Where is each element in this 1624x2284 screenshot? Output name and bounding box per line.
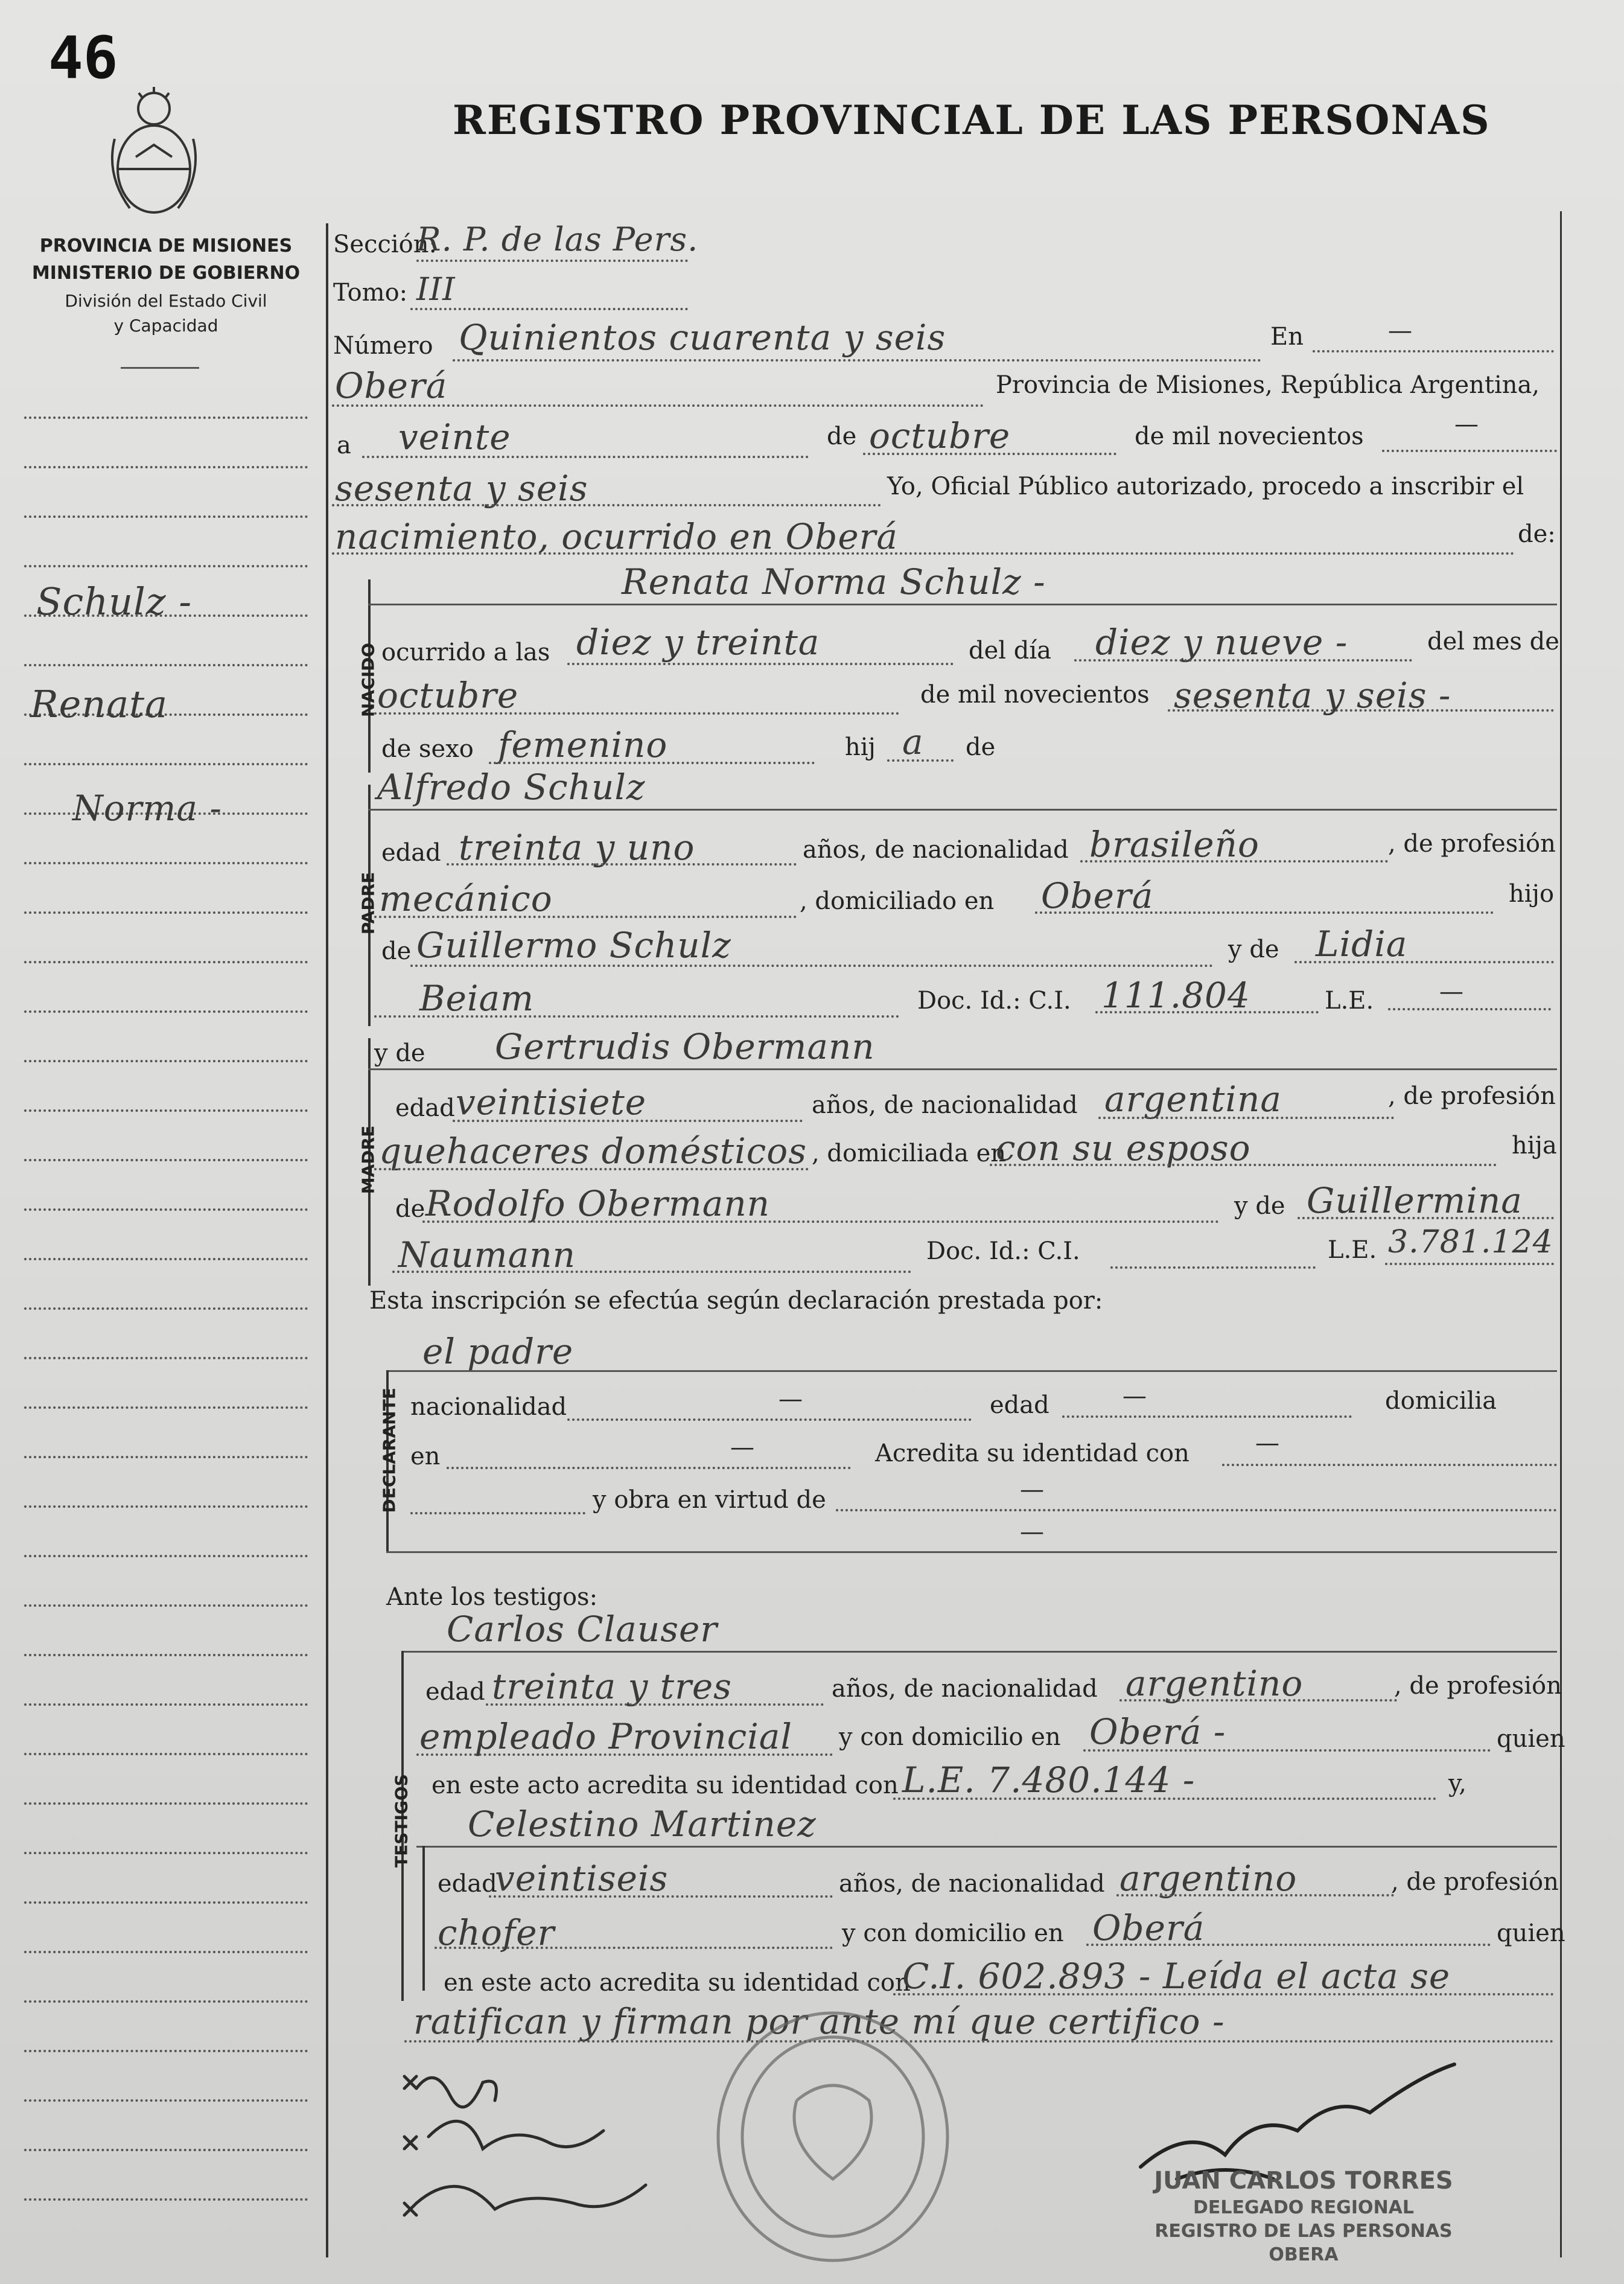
testigo2-doc: C.I. 602.893 - Leída el acta se bbox=[902, 1956, 1451, 1997]
declarante-obra-pre-line bbox=[410, 1512, 585, 1514]
padre-edad-value: treinta y uno bbox=[459, 827, 695, 868]
testigo2-bracket bbox=[422, 1846, 425, 1991]
padre-doc-label: Doc. Id.: C.I. bbox=[917, 987, 1071, 1015]
padre-dom-value: Oberá bbox=[1041, 875, 1154, 916]
del-dia-label: del día bbox=[969, 637, 1052, 665]
madre-prof-label: , de profesión bbox=[1388, 1082, 1556, 1110]
tomo-value: III bbox=[416, 272, 456, 308]
declarante-edad-label: edad bbox=[990, 1391, 1049, 1419]
testigo2-doc-line bbox=[893, 1993, 1554, 1995]
province-text: Provincia de Misiones, República Argentina, bbox=[996, 371, 1540, 399]
testigo1-doc: L.E. 7.480.144 - bbox=[902, 1759, 1196, 1801]
left-header-division: División del Estado Civil bbox=[65, 291, 267, 311]
de-label: de bbox=[827, 423, 857, 450]
padre-le-value: — bbox=[1439, 978, 1463, 1006]
ocurrido-label: ocurrido a las bbox=[381, 639, 550, 666]
madre-dom-value: con su esposo bbox=[996, 1128, 1251, 1169]
madre-doc-label: Doc. Id.: C.I. bbox=[926, 1237, 1080, 1265]
declarante-top-line bbox=[386, 1370, 1557, 1372]
nacido-time-line bbox=[567, 663, 954, 665]
margin-ruled-line bbox=[24, 1654, 308, 1656]
nacido-name-value: Renata Norma Schulz - bbox=[622, 561, 1046, 602]
official-round-seal bbox=[706, 2004, 960, 2270]
place-line bbox=[332, 404, 984, 407]
madre-nac-line bbox=[1098, 1117, 1394, 1119]
declaracion-intro: Esta inscripción se efectúa según declaración prestada por: bbox=[369, 1287, 1103, 1315]
nacido-year-value: sesenta y seis - bbox=[1174, 675, 1451, 716]
padre-mother-surname: Beiam bbox=[419, 978, 535, 1019]
declarante-acredita-label: Acredita su identidad con bbox=[875, 1440, 1189, 1467]
margin-ruled-line bbox=[24, 1802, 308, 1805]
padre-prof-value: mecánico bbox=[379, 878, 553, 919]
testigo1-nac-line bbox=[1119, 1699, 1397, 1702]
margin-ruled-line bbox=[24, 1208, 308, 1211]
testigo1-prof: empleado Provincial bbox=[419, 1716, 792, 1757]
stamp-title: DELEGADO REGIONAL bbox=[1193, 2197, 1415, 2218]
madre-dom-label: , domiciliada en bbox=[812, 1140, 1007, 1167]
nacido-month-value: octubre bbox=[377, 675, 519, 716]
margin-ruled-line bbox=[24, 1258, 308, 1260]
margin-ruled-line bbox=[24, 2050, 308, 2052]
tomo-label: Tomo: bbox=[333, 279, 408, 307]
left-header-underline bbox=[121, 367, 199, 369]
declarante-acredita-line bbox=[1222, 1464, 1557, 1466]
left-header-province: PROVINCIA DE MISIONES bbox=[39, 235, 293, 257]
margin-ruled-line bbox=[24, 1753, 308, 1755]
margin-ruled-line bbox=[24, 1456, 308, 1458]
declarante-acredita-dash: — bbox=[1255, 1429, 1279, 1457]
coat-of-arms-emblem bbox=[103, 85, 205, 223]
closing-statement: ratifican y firman por ante mí que certifico - bbox=[413, 2001, 1225, 2042]
declarante-bottom-line bbox=[386, 1551, 1557, 1553]
padre-name-value: Alfredo Schulz bbox=[377, 767, 646, 808]
margin-ruled-line bbox=[24, 961, 308, 963]
testigo1-name: Carlos Clauser bbox=[447, 1609, 718, 1650]
margin-ruled-line bbox=[24, 1604, 308, 1607]
margin-first-name: Renata bbox=[30, 682, 168, 726]
margin-ruled-line bbox=[24, 515, 308, 518]
margin-ruled-line bbox=[24, 2149, 308, 2151]
padre-edad-line bbox=[447, 863, 797, 866]
testigo2-prof: chofer bbox=[438, 1912, 555, 1953]
margin-ruled-line bbox=[24, 416, 308, 419]
declarante-obra-label: y obra en virtud de bbox=[593, 1486, 826, 1514]
nacido-name-line bbox=[368, 604, 1557, 605]
margin-ruled-line bbox=[24, 1703, 308, 1706]
padre-father-line bbox=[410, 965, 1213, 967]
declarante-nac-line bbox=[567, 1418, 972, 1421]
padre-father-value: Guillermo Schulz bbox=[416, 925, 731, 966]
en-value: — bbox=[1388, 317, 1412, 345]
stamp-city: OBERA bbox=[1269, 2244, 1339, 2265]
numero-line bbox=[453, 359, 1261, 362]
padre-le-label: L.E. bbox=[1325, 987, 1374, 1015]
month-line bbox=[863, 453, 1116, 455]
madre-le-value: 3.781.124 bbox=[1388, 1224, 1553, 1260]
margin-ruled-line bbox=[24, 565, 308, 567]
margin-ruled-line bbox=[24, 1951, 308, 1953]
declarante-nac-label: nacionalidad bbox=[410, 1393, 567, 1421]
testigo1-doc-line bbox=[893, 1798, 1436, 1800]
sexo-value: femenino bbox=[498, 724, 668, 765]
seccion-label: Sección: bbox=[333, 231, 437, 258]
margin-ruled-line bbox=[24, 911, 308, 914]
main-left-border bbox=[326, 223, 328, 2257]
margin-ruled-line bbox=[24, 1357, 308, 1359]
left-header-ministry: MINISTERIO DE GOBIERNO bbox=[31, 263, 301, 284]
testigo1-y-label: y, bbox=[1448, 1770, 1466, 1798]
padre-edad-label: edad bbox=[381, 839, 441, 867]
testigos-section-label: TESTIGOS bbox=[391, 1774, 412, 1868]
madre-yde-label: y de bbox=[374, 1039, 425, 1067]
testigo1-acredita-label: en este acto acredita su identidad con bbox=[431, 1772, 899, 1799]
madre-doc-line bbox=[1110, 1266, 1316, 1269]
testigo1-nac: argentino bbox=[1126, 1663, 1304, 1704]
del-mes-label: del mes de bbox=[1427, 628, 1559, 656]
testigo1-edad-label: edad bbox=[425, 1678, 485, 1706]
madre-mother-surname: Naumann bbox=[398, 1234, 576, 1275]
testigo2-nac: argentino bbox=[1119, 1858, 1298, 1899]
margin-ruled-line bbox=[24, 664, 308, 666]
nacido-year-line bbox=[1168, 709, 1554, 712]
numero-label: Número bbox=[333, 332, 433, 360]
madre-dom-line bbox=[990, 1164, 1497, 1166]
declarante-nac-dash: — bbox=[779, 1385, 803, 1413]
declarante-value: el padre bbox=[422, 1331, 574, 1372]
testigo2-edad-label: edad bbox=[438, 1870, 497, 1898]
testigo2-edad: veintiseis bbox=[495, 1858, 669, 1899]
padre-mother-value: Lidia bbox=[1316, 923, 1408, 965]
declarante-bottom-dash: — bbox=[1020, 1518, 1044, 1546]
madre-le-line bbox=[1385, 1263, 1554, 1265]
document-title: REGISTRO PROVINCIAL DE LAS PERSONAS bbox=[453, 97, 1491, 144]
hij-value: a bbox=[902, 721, 924, 762]
tomo-line bbox=[410, 308, 688, 310]
hij-label: hij bbox=[845, 733, 876, 761]
madre-edad-line bbox=[453, 1120, 803, 1122]
padre-doc-value: 111.804 bbox=[1101, 975, 1250, 1016]
testigo2-name: Celestino Martinez bbox=[468, 1804, 817, 1845]
padre-doc-line bbox=[1095, 1011, 1319, 1013]
declarante-edad-line bbox=[1062, 1415, 1352, 1418]
testigo1-prof-line bbox=[416, 1753, 833, 1756]
madre-father-value: Rodolfo Obermann bbox=[425, 1183, 771, 1224]
madre-mother-surname-line bbox=[392, 1271, 911, 1273]
padre-nac-value: brasileño bbox=[1089, 824, 1259, 865]
testigo2-nac-label: años, de nacionalidad bbox=[839, 1870, 1105, 1898]
padre-mother-surname-line bbox=[374, 1015, 899, 1018]
sexo-label: de sexo bbox=[381, 735, 474, 763]
en-label: En bbox=[1270, 323, 1304, 351]
testigo2-edad-line bbox=[489, 1895, 833, 1898]
testigos-intro: Ante los testigos: bbox=[386, 1583, 598, 1611]
declarante-obra-dash: — bbox=[1020, 1476, 1044, 1504]
madre-father-line bbox=[422, 1220, 1219, 1223]
padre-dom-label: , domiciliado en bbox=[800, 887, 995, 915]
padre-hijo-label: hijo bbox=[1509, 880, 1555, 908]
padre-nac-line bbox=[1080, 860, 1388, 863]
madre-edad-label: edad bbox=[395, 1094, 455, 1122]
testigo1-dom-label: y con domicilio en bbox=[839, 1723, 1061, 1751]
padre-prof-line bbox=[374, 916, 797, 918]
testigo2-dom: Oberá bbox=[1092, 1907, 1205, 1948]
testigo1-edad-line bbox=[486, 1703, 824, 1706]
day-line bbox=[362, 456, 809, 458]
margin-ruled-line bbox=[24, 1060, 308, 1062]
padre-prof-label: , de profesión bbox=[1388, 830, 1556, 858]
left-header bbox=[24, 235, 308, 336]
madre-prof-line bbox=[374, 1168, 809, 1170]
margin-ruled-line bbox=[24, 862, 308, 864]
madre-name-value: Gertrudis Obermann bbox=[495, 1026, 875, 1067]
nacido-de-label: de bbox=[966, 733, 996, 761]
margin-ruled-line bbox=[24, 1555, 308, 1557]
testigo1-nac-label: años, de nacionalidad bbox=[832, 1675, 1098, 1703]
sexo-line bbox=[489, 762, 815, 764]
event-line bbox=[332, 552, 1515, 555]
madre-yde2-label: y de bbox=[1234, 1192, 1285, 1220]
madre-mother-value: Guillermina bbox=[1307, 1180, 1523, 1221]
madre-de-label: de bbox=[395, 1195, 425, 1223]
padre-le-line bbox=[1388, 1008, 1551, 1010]
seccion-line bbox=[416, 260, 688, 262]
declarante-obra-line bbox=[836, 1509, 1557, 1511]
hij-line bbox=[887, 759, 954, 762]
padre-section-label: PADRE bbox=[358, 872, 378, 935]
year-prefix-line bbox=[1382, 450, 1557, 452]
padre-de-label: de bbox=[381, 937, 412, 965]
stamp-name: JUAN CARLOS TORRES bbox=[1154, 2167, 1453, 2195]
padre-name-line bbox=[368, 809, 1557, 811]
madre-prof-value: quehaceres domésticos bbox=[379, 1131, 807, 1172]
seccion-value: R. P. de las Pers. bbox=[416, 220, 699, 258]
margin-ruled-line bbox=[24, 1307, 308, 1310]
margin-ruled-line bbox=[24, 2099, 308, 2102]
a-label: a bbox=[337, 432, 351, 459]
stamp-office: REGISTRO DE LAS PERSONAS bbox=[1154, 2221, 1453, 2242]
testigo2-quien-label: quien bbox=[1497, 1919, 1565, 1947]
padre-nac-label: años, de nacionalidad bbox=[803, 836, 1069, 864]
margin-ruled-line bbox=[24, 2198, 308, 2201]
year-value: sesenta y seis bbox=[335, 468, 588, 509]
declarante-domicilia-label: domicilia bbox=[1385, 1387, 1497, 1415]
declarante-en-label: en bbox=[410, 1443, 441, 1470]
testigo2-acredita-label: en este acto acredita su identidad con bbox=[444, 1969, 911, 1997]
year-value-line bbox=[332, 504, 881, 506]
testigo1-edad: treinta y tres bbox=[492, 1666, 732, 1707]
nacido-day-line bbox=[1074, 659, 1412, 662]
madre-mother-line bbox=[1298, 1217, 1554, 1219]
margin-ruled-line bbox=[24, 1852, 308, 1854]
testigo1-dom-line bbox=[1083, 1749, 1491, 1752]
en-line bbox=[1313, 350, 1554, 352]
madre-nac-label: años, de nacionalidad bbox=[812, 1091, 1078, 1119]
testigo2-name-line bbox=[416, 1846, 1557, 1848]
day-value: veinte bbox=[398, 416, 511, 458]
madre-section-label: MADRE bbox=[358, 1125, 378, 1195]
declarante-en-dash: — bbox=[730, 1434, 754, 1461]
declarante-section-label: DECLARANTE bbox=[379, 1388, 400, 1513]
padre-yde-label: y de bbox=[1228, 936, 1279, 963]
testigo1-quien-label: quien bbox=[1497, 1725, 1565, 1753]
madre-name-line bbox=[368, 1068, 1557, 1070]
page-number: 46 bbox=[48, 24, 118, 92]
margin-ruled-line bbox=[24, 1505, 308, 1508]
testigo2-dom-line bbox=[1086, 1944, 1491, 1946]
margin-ruled-line bbox=[24, 466, 308, 468]
margin-ruled-line bbox=[24, 763, 308, 765]
margin-ruled-line bbox=[24, 1159, 308, 1161]
nacido-time-value: diez y treinta bbox=[576, 622, 820, 663]
padre-dom-line bbox=[1035, 911, 1494, 914]
registrar-stamp bbox=[1135, 2167, 1473, 2265]
margin-ruled-line bbox=[24, 1901, 308, 1904]
nacido-day-value: diez y nueve - bbox=[1095, 622, 1348, 663]
madre-hija-label: hija bbox=[1512, 1132, 1557, 1160]
oficial-text: Yo, Oficial Público autorizado, procedo a inscribir el bbox=[887, 473, 1524, 500]
madre-edad-value: veintisiete bbox=[456, 1082, 647, 1123]
nacido-year-label: de mil novecientos bbox=[920, 681, 1150, 709]
numero-value: Quinientos cuarenta y seis bbox=[459, 317, 946, 358]
nacido-month-line bbox=[374, 712, 899, 715]
testigo2-nac-line bbox=[1116, 1894, 1394, 1896]
margin-middle-name: Norma - bbox=[72, 788, 223, 829]
main-right-border bbox=[1560, 211, 1562, 2257]
year-dash: — bbox=[1454, 410, 1479, 438]
year-prefix: de mil novecientos bbox=[1135, 423, 1364, 450]
margin-ruled-line bbox=[24, 1109, 308, 1112]
month-value: octubre bbox=[869, 415, 1011, 456]
margin-ruled-line bbox=[24, 1010, 308, 1013]
declarante-en-line bbox=[447, 1467, 851, 1469]
margin-surname: Schulz - bbox=[36, 579, 193, 624]
place-value: Oberá bbox=[335, 365, 448, 406]
madre-le-label: L.E. bbox=[1328, 1236, 1377, 1264]
testigo2-prof-line bbox=[435, 1947, 833, 1949]
de-colon: de: bbox=[1518, 520, 1556, 548]
padre-mother-line bbox=[1294, 961, 1554, 963]
declarante-edad-dash: — bbox=[1122, 1382, 1147, 1410]
testigo1-dom: Oberá - bbox=[1089, 1711, 1226, 1752]
margin-ruled-line bbox=[24, 2000, 308, 2003]
event-value: nacimiento, ocurrido en Oberá bbox=[335, 516, 898, 557]
madre-nac-value: argentina bbox=[1104, 1079, 1282, 1120]
margin-ruled-line bbox=[24, 1406, 308, 1409]
testigo1-name-line bbox=[401, 1651, 1557, 1653]
testigo2-dom-label: y con domicilio en bbox=[842, 1919, 1064, 1947]
left-header-capacidad: y Capacidad bbox=[113, 316, 218, 336]
testigo1-prof-label: , de profesión bbox=[1394, 1672, 1562, 1700]
testigo2-prof-label: , de profesión bbox=[1391, 1868, 1559, 1896]
nacido-section-label: NACIDO bbox=[358, 642, 378, 718]
